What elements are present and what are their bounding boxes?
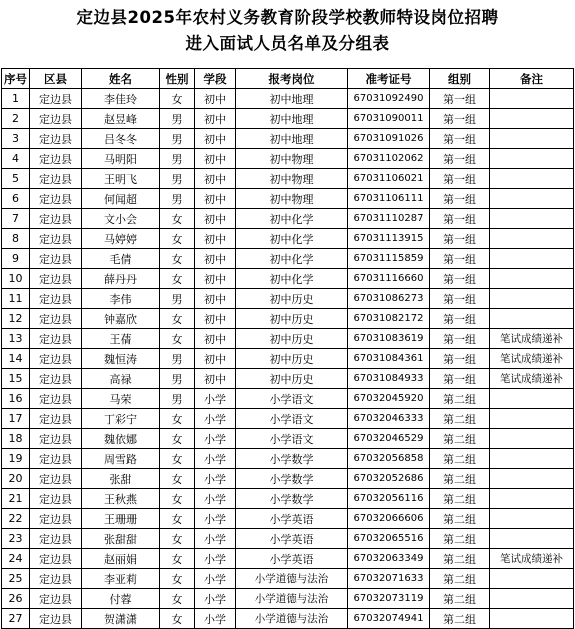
cell-position: 初中化学	[236, 269, 348, 289]
table-row	[2, 609, 574, 629]
cell-index: 25	[2, 569, 30, 589]
cell-index: 18	[2, 429, 30, 449]
cell-index: 17	[2, 409, 30, 429]
cell-index: 23	[2, 529, 30, 549]
cell-exam-number: 67031102062	[348, 149, 430, 169]
cell-remark	[490, 109, 574, 129]
cell-remark	[490, 609, 574, 629]
cell-name: 王秋燕	[82, 489, 160, 509]
table-row	[2, 549, 574, 569]
cell-index: 26	[2, 589, 30, 609]
cell-level: 初中	[195, 329, 236, 349]
cell-remark	[490, 149, 574, 169]
cell-position: 初中物理	[236, 169, 348, 189]
cell-district: 定边县	[30, 569, 82, 589]
cell-level: 小学	[195, 449, 236, 469]
cell-gender: 女	[160, 569, 195, 589]
cell-remark	[490, 409, 574, 429]
table-row	[2, 489, 574, 509]
header-exam-number: 准考证号	[348, 69, 430, 89]
cell-name: 李伟	[82, 289, 160, 309]
cell-index: 27	[2, 609, 30, 629]
cell-group: 第二组	[430, 549, 490, 569]
table-row	[2, 189, 574, 209]
cell-exam-number: 67031090011	[348, 109, 430, 129]
table-row	[2, 289, 574, 309]
cell-position: 小学数学	[236, 489, 348, 509]
cell-district: 定边县	[30, 269, 82, 289]
cell-position: 小学道德与法治	[236, 569, 348, 589]
cell-level: 初中	[195, 309, 236, 329]
cell-index: 2	[2, 109, 30, 129]
cell-district: 定边县	[30, 549, 82, 569]
cell-exam-number: 67032046333	[348, 409, 430, 429]
cell-group: 第二组	[430, 429, 490, 449]
cell-level: 小学	[195, 409, 236, 429]
cell-level: 小学	[195, 469, 236, 489]
cell-exam-number: 67032056858	[348, 449, 430, 469]
cell-level: 初中	[195, 289, 236, 309]
cell-name: 文小会	[82, 209, 160, 229]
cell-position: 初中历史	[236, 369, 348, 389]
cell-position: 初中历史	[236, 289, 348, 309]
cell-position: 初中历史	[236, 329, 348, 349]
cell-district: 定边县	[30, 529, 82, 549]
cell-index: 3	[2, 129, 30, 149]
cell-gender: 女	[160, 429, 195, 449]
cell-index: 16	[2, 389, 30, 409]
cell-position: 初中化学	[236, 229, 348, 249]
cell-exam-number: 67031110287	[348, 209, 430, 229]
cell-remark	[490, 489, 574, 509]
cell-index: 7	[2, 209, 30, 229]
cell-name: 赵昱峰	[82, 109, 160, 129]
table-row	[2, 89, 574, 109]
cell-position: 小学道德与法治	[236, 589, 348, 609]
cell-name: 钟嘉欣	[82, 309, 160, 329]
cell-remark: 笔试成绩递补	[490, 329, 574, 349]
cell-district: 定边县	[30, 349, 82, 369]
cell-level: 小学	[195, 389, 236, 409]
table-row	[2, 269, 574, 289]
header-index: 序号	[2, 69, 30, 89]
cell-exam-number: 67031106021	[348, 169, 430, 189]
cell-remark	[490, 209, 574, 229]
cell-name: 丁彩宁	[82, 409, 160, 429]
title-block	[0, 0, 575, 63]
cell-level: 小学	[195, 509, 236, 529]
cell-district: 定边县	[30, 289, 82, 309]
cell-district: 定边县	[30, 329, 82, 349]
cell-gender: 女	[160, 609, 195, 629]
header-remark: 备注	[490, 69, 574, 89]
cell-level: 初中	[195, 149, 236, 169]
cell-district: 定边县	[30, 89, 82, 109]
cell-gender: 女	[160, 449, 195, 469]
cell-name: 赵丽娟	[82, 549, 160, 569]
cell-level: 初中	[195, 89, 236, 109]
cell-gender: 女	[160, 309, 195, 329]
cell-gender: 男	[160, 169, 195, 189]
table-body	[2, 89, 574, 629]
cell-level: 初中	[195, 109, 236, 129]
cell-group: 第二组	[430, 449, 490, 469]
cell-gender: 女	[160, 509, 195, 529]
cell-position: 小学语文	[236, 389, 348, 409]
cell-name: 高禄	[82, 369, 160, 389]
cell-group: 第一组	[430, 309, 490, 329]
cell-exam-number: 67031083619	[348, 329, 430, 349]
cell-district: 定边县	[30, 149, 82, 169]
cell-gender: 男	[160, 349, 195, 369]
cell-group: 第一组	[430, 109, 490, 129]
cell-level: 小学	[195, 609, 236, 629]
header-level: 学段	[195, 69, 236, 89]
cell-district: 定边县	[30, 369, 82, 389]
cell-position: 初中地理	[236, 89, 348, 109]
cell-name: 薛丹丹	[82, 269, 160, 289]
cell-group: 第二组	[430, 589, 490, 609]
cell-group: 第一组	[430, 289, 490, 309]
cell-remark	[490, 529, 574, 549]
header-district: 区县	[30, 69, 82, 89]
cell-exam-number: 67032073119	[348, 589, 430, 609]
cell-district: 定边县	[30, 249, 82, 269]
table-row	[2, 449, 574, 469]
cell-index: 4	[2, 149, 30, 169]
cell-district: 定边县	[30, 489, 82, 509]
cell-index: 19	[2, 449, 30, 469]
cell-index: 9	[2, 249, 30, 269]
cell-level: 小学	[195, 429, 236, 449]
cell-index: 8	[2, 229, 30, 249]
cell-district: 定边县	[30, 429, 82, 449]
cell-position: 小学英语	[236, 549, 348, 569]
cell-remark	[490, 169, 574, 189]
cell-name: 王明飞	[82, 169, 160, 189]
cell-gender: 女	[160, 209, 195, 229]
cell-group: 第一组	[430, 209, 490, 229]
cell-position: 初中历史	[236, 349, 348, 369]
cell-gender: 女	[160, 469, 195, 489]
cell-index: 20	[2, 469, 30, 489]
cell-exam-number: 67031084933	[348, 369, 430, 389]
cell-group: 第一组	[430, 89, 490, 109]
table-row	[2, 309, 574, 329]
cell-gender: 男	[160, 369, 195, 389]
cell-gender: 女	[160, 269, 195, 289]
cell-gender: 女	[160, 329, 195, 349]
cell-exam-number: 67031092490	[348, 89, 430, 109]
cell-index: 10	[2, 269, 30, 289]
cell-name: 马明阳	[82, 149, 160, 169]
cell-index: 6	[2, 189, 30, 209]
cell-gender: 男	[160, 149, 195, 169]
title-line-1: 定边县2025年农村义务教育阶段学校教师特设岗位招聘	[76, 8, 499, 27]
cell-district: 定边县	[30, 409, 82, 429]
cell-exam-number: 67032074941	[348, 609, 430, 629]
cell-position: 小学道德与法治	[236, 609, 348, 629]
table-row	[2, 229, 574, 249]
cell-district: 定边县	[30, 509, 82, 529]
cell-index: 24	[2, 549, 30, 569]
cell-exam-number: 67031082172	[348, 309, 430, 329]
cell-position: 初中历史	[236, 309, 348, 329]
cell-level: 初中	[195, 169, 236, 189]
table-row	[2, 509, 574, 529]
candidate-table	[1, 68, 574, 629]
cell-group: 第二组	[430, 489, 490, 509]
cell-level: 初中	[195, 349, 236, 369]
cell-group: 第二组	[430, 509, 490, 529]
cell-group: 第一组	[430, 349, 490, 369]
cell-remark	[490, 469, 574, 489]
cell-remark	[490, 189, 574, 209]
cell-name: 张甜甜	[82, 529, 160, 549]
table-row	[2, 409, 574, 429]
cell-level: 初中	[195, 209, 236, 229]
cell-gender: 男	[160, 289, 195, 309]
table-row	[2, 569, 574, 589]
cell-district: 定边县	[30, 109, 82, 129]
cell-district: 定边县	[30, 449, 82, 469]
cell-position: 小学语文	[236, 409, 348, 429]
cell-position: 初中地理	[236, 129, 348, 149]
cell-index: 12	[2, 309, 30, 329]
cell-position: 初中化学	[236, 209, 348, 229]
cell-level: 小学	[195, 489, 236, 509]
cell-name: 马婷婷	[82, 229, 160, 249]
cell-remark	[490, 309, 574, 329]
cell-position: 小学英语	[236, 529, 348, 549]
table-row	[2, 169, 574, 189]
cell-index: 11	[2, 289, 30, 309]
cell-gender: 女	[160, 409, 195, 429]
cell-index: 13	[2, 329, 30, 349]
cell-level: 初中	[195, 229, 236, 249]
cell-index: 14	[2, 349, 30, 369]
cell-level: 初中	[195, 369, 236, 389]
cell-group: 第一组	[430, 329, 490, 349]
cell-group: 第二组	[430, 609, 490, 629]
cell-group: 第一组	[430, 369, 490, 389]
cell-name: 张甜	[82, 469, 160, 489]
cell-remark	[490, 509, 574, 529]
table-row	[2, 329, 574, 349]
cell-gender: 女	[160, 529, 195, 549]
cell-level: 初中	[195, 129, 236, 149]
cell-remark	[490, 289, 574, 309]
cell-exam-number: 67032046529	[348, 429, 430, 449]
cell-group: 第二组	[430, 529, 490, 549]
cell-level: 初中	[195, 189, 236, 209]
cell-index: 1	[2, 89, 30, 109]
cell-group: 第二组	[430, 569, 490, 589]
cell-exam-number: 67031091026	[348, 129, 430, 149]
cell-remark: 笔试成绩递补	[490, 369, 574, 389]
cell-name: 王珊珊	[82, 509, 160, 529]
cell-position: 小学数学	[236, 469, 348, 489]
cell-group: 第二组	[430, 409, 490, 429]
cell-remark	[490, 449, 574, 469]
cell-gender: 女	[160, 589, 195, 609]
cell-position: 小学数学	[236, 449, 348, 469]
cell-exam-number: 67031084361	[348, 349, 430, 369]
table-row	[2, 129, 574, 149]
cell-group: 第二组	[430, 469, 490, 489]
cell-gender: 女	[160, 229, 195, 249]
cell-exam-number: 67032065516	[348, 529, 430, 549]
cell-name: 李佳玲	[82, 89, 160, 109]
cell-position: 小学英语	[236, 509, 348, 529]
header-gender: 性别	[160, 69, 195, 89]
cell-remark	[490, 569, 574, 589]
header-group: 组别	[430, 69, 490, 89]
cell-group: 第一组	[430, 249, 490, 269]
cell-group: 第一组	[430, 169, 490, 189]
cell-index: 5	[2, 169, 30, 189]
cell-group: 第一组	[430, 149, 490, 169]
cell-level: 小学	[195, 569, 236, 589]
header-name: 姓名	[82, 69, 160, 89]
table-row	[2, 149, 574, 169]
cell-district: 定边县	[30, 589, 82, 609]
cell-position: 初中地理	[236, 109, 348, 129]
cell-exam-number: 67032063349	[348, 549, 430, 569]
table-row	[2, 109, 574, 129]
cell-exam-number: 67032045920	[348, 389, 430, 409]
cell-remark: 笔试成绩递补	[490, 549, 574, 569]
cell-district: 定边县	[30, 189, 82, 209]
cell-name: 魏依娜	[82, 429, 160, 449]
cell-exam-number: 67032052686	[348, 469, 430, 489]
title-line-2: 进入面试人员名单及分组表	[185, 34, 390, 53]
cell-district: 定边县	[30, 389, 82, 409]
cell-group: 第一组	[430, 269, 490, 289]
cell-position: 初中化学	[236, 249, 348, 269]
cell-district: 定边县	[30, 129, 82, 149]
table-row	[2, 389, 574, 409]
cell-district: 定边县	[30, 309, 82, 329]
cell-remark	[490, 249, 574, 269]
cell-exam-number: 67031116660	[348, 269, 430, 289]
table-header-row	[2, 69, 574, 89]
table-row	[2, 209, 574, 229]
table-row	[2, 249, 574, 269]
cell-index: 15	[2, 369, 30, 389]
cell-gender: 男	[160, 189, 195, 209]
cell-exam-number: 67031086273	[348, 289, 430, 309]
cell-index: 22	[2, 509, 30, 529]
cell-exam-number: 67031113915	[348, 229, 430, 249]
cell-name: 周雪路	[82, 449, 160, 469]
cell-level: 初中	[195, 249, 236, 269]
table-row	[2, 429, 574, 449]
cell-district: 定边县	[30, 209, 82, 229]
cell-name: 王蒨	[82, 329, 160, 349]
cell-level: 小学	[195, 589, 236, 609]
cell-group: 第一组	[430, 189, 490, 209]
cell-position: 初中物理	[236, 149, 348, 169]
cell-name: 付蓉	[82, 589, 160, 609]
cell-exam-number: 67032066606	[348, 509, 430, 529]
cell-remark: 笔试成绩递补	[490, 349, 574, 369]
cell-group: 第一组	[430, 129, 490, 149]
cell-remark	[490, 89, 574, 109]
cell-name: 贺潇潇	[82, 609, 160, 629]
cell-gender: 男	[160, 389, 195, 409]
cell-name: 吕冬冬	[82, 129, 160, 149]
cell-exam-number: 67031115859	[348, 249, 430, 269]
cell-remark	[490, 589, 574, 609]
table-row	[2, 529, 574, 549]
cell-level: 小学	[195, 529, 236, 549]
cell-district: 定边县	[30, 609, 82, 629]
cell-position: 小学语文	[236, 429, 348, 449]
cell-level: 初中	[195, 269, 236, 289]
cell-group: 第二组	[430, 389, 490, 409]
cell-district: 定边县	[30, 169, 82, 189]
cell-gender: 女	[160, 89, 195, 109]
cell-district: 定边县	[30, 469, 82, 489]
cell-gender: 女	[160, 249, 195, 269]
cell-gender: 女	[160, 489, 195, 509]
cell-group: 第一组	[430, 229, 490, 249]
cell-remark	[490, 229, 574, 249]
cell-district: 定边县	[30, 229, 82, 249]
table-row	[2, 589, 574, 609]
header-position: 报考岗位	[236, 69, 348, 89]
cell-name: 李亚莉	[82, 569, 160, 589]
cell-position: 初中物理	[236, 189, 348, 209]
cell-remark	[490, 129, 574, 149]
cell-remark	[490, 269, 574, 289]
cell-exam-number: 67031106111	[348, 189, 430, 209]
cell-exam-number: 67032056116	[348, 489, 430, 509]
table-row	[2, 369, 574, 389]
cell-gender: 女	[160, 549, 195, 569]
cell-remark	[490, 389, 574, 409]
cell-exam-number: 67032071633	[348, 569, 430, 589]
cell-remark	[490, 429, 574, 449]
table-row	[2, 469, 574, 489]
cell-name: 马荣	[82, 389, 160, 409]
cell-gender: 男	[160, 109, 195, 129]
cell-index: 21	[2, 489, 30, 509]
cell-name: 魏恒涛	[82, 349, 160, 369]
table-row	[2, 349, 574, 369]
cell-level: 小学	[195, 549, 236, 569]
cell-gender: 男	[160, 129, 195, 149]
cell-name: 何闻超	[82, 189, 160, 209]
cell-name: 毛倩	[82, 249, 160, 269]
